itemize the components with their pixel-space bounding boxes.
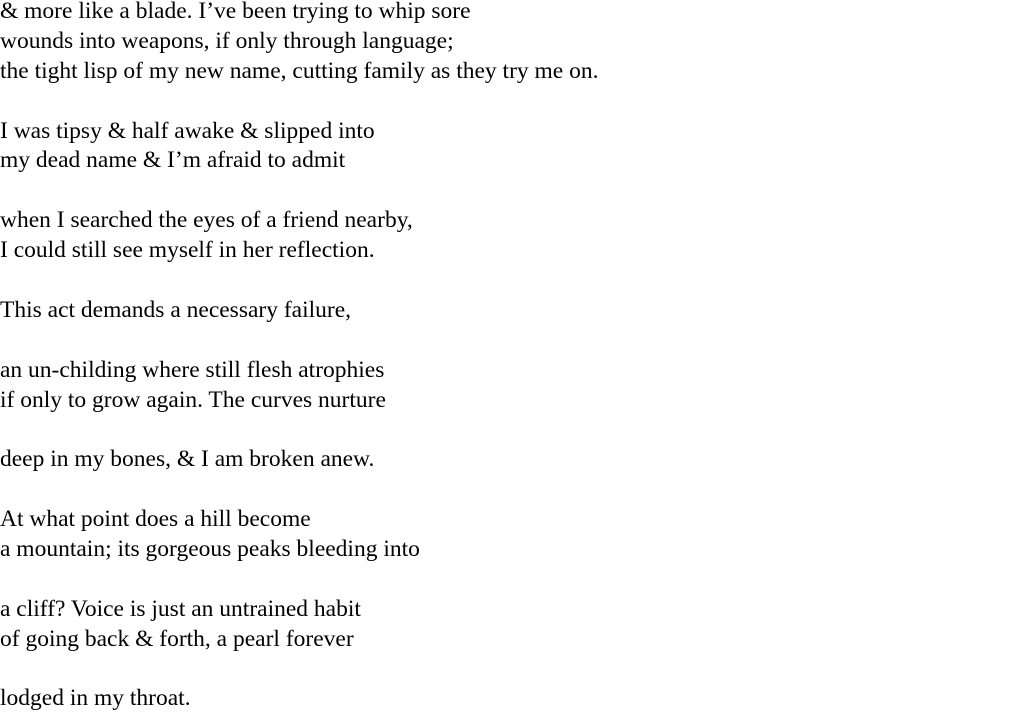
poem-line: a cliff? Voice is just an untrained habit [0,595,361,622]
poem-line: of going back & forth, a pearl forever [0,625,354,652]
poem-line: At what point does a hill become [0,506,311,533]
poem-line: lodged in my throat. [0,685,191,712]
stanza-break [0,176,598,206]
poem-line: deep in my bones, & I am broken anew. [0,446,375,473]
poem-line: an un-childing where still flesh atrophies [0,356,385,383]
poem-line: I was tipsy & half awake & slipped into [0,117,375,144]
stanza-break [0,655,598,685]
poem-line: This act demands a necessary failure, [0,296,352,323]
poem-line: a mountain; its gorgeous peaks bleeding into [0,536,420,563]
stanza-break [0,415,598,445]
stanza-break [0,565,598,595]
stanza-break [0,326,598,356]
poem-line: wounds into weapons, if only through language; [0,27,454,54]
poem-line: when I searched the eyes of a friend nearby, [0,207,413,234]
poem-line: the tight lisp of my new name, cutting family as they try me on. [0,57,599,84]
poem-line: if only to grow again. The curves nurture [0,386,386,413]
stanza-break [0,266,598,296]
poem-line: I could still see myself in her reflection. [0,237,375,264]
stanza-break [0,475,598,505]
poem-line: & more like a blade. I’ve been trying to whip sore [0,0,471,24]
poem-line: my dead name & I’m afraid to admit [0,147,346,174]
stanza-break [0,87,598,117]
